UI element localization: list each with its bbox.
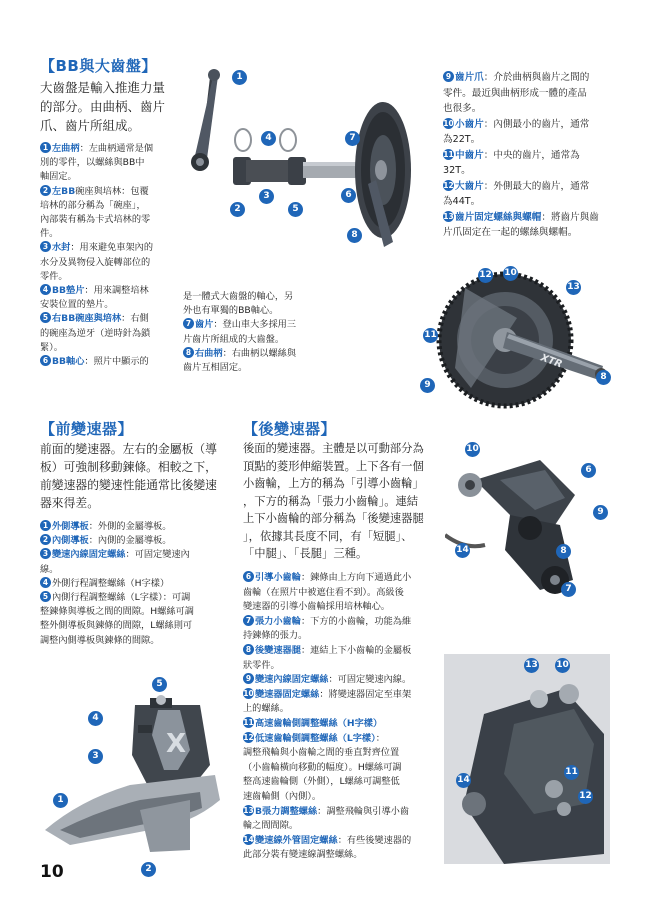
item-number: 3 bbox=[40, 548, 51, 559]
legend-item bbox=[243, 717, 428, 732]
item-term: 張力小齒輪 bbox=[255, 615, 301, 627]
item-text: 外側行程調整螺絲（H字樣） bbox=[52, 577, 170, 589]
item-text: 狀零件。 bbox=[243, 659, 280, 671]
item-term: 變速內線固定螺絲 bbox=[52, 549, 126, 561]
item-text: 整高速齒輪側（外側），L螺絲可調整低 bbox=[243, 776, 400, 788]
item-text: ： bbox=[375, 732, 385, 744]
item-text: 片爪固定在一起的螺絲與螺帽。 bbox=[443, 227, 578, 238]
item-number: 9 bbox=[443, 71, 454, 82]
legend-item bbox=[243, 615, 428, 644]
bb-badge-8: 8 bbox=[347, 228, 362, 243]
item-text: ：用來避免車架內的 bbox=[70, 242, 154, 254]
svg-text:X: X bbox=[166, 729, 187, 759]
item-term: 變速內線固定螺絲 bbox=[255, 674, 329, 686]
legend-item bbox=[243, 834, 428, 863]
crank-logo: XTR bbox=[538, 352, 564, 371]
lead-line: 頂點的菱形伸縮裝置。上下各有一個 bbox=[243, 459, 424, 473]
item-term: 高速齒輪側調整螺絲（H字樣） bbox=[255, 717, 383, 729]
lead-line: 」，依據其長度不同，有「短腿」、 bbox=[243, 529, 413, 543]
item-number: 5 bbox=[40, 591, 51, 602]
item-text: ：內側最小的齒片，通常 bbox=[483, 118, 590, 130]
item-text: ：下方的小齒輪，功能為維 bbox=[300, 615, 412, 627]
lead-line: 的部分。由曲柄、齒片 bbox=[40, 99, 166, 114]
item-text: ：鍊條由上方向下通過此小 bbox=[300, 572, 412, 583]
front-badge-1: 1 bbox=[53, 793, 68, 808]
item-number: 3 bbox=[40, 241, 51, 252]
item-term: 左曲柄 bbox=[52, 143, 80, 154]
item-term: 變速線外管固定螺絲 bbox=[255, 834, 338, 846]
item-number: 4 bbox=[40, 284, 51, 295]
lead-line: 大齒盤是輸入推進力量 bbox=[40, 80, 166, 95]
bb-badge-1: 1 bbox=[232, 70, 247, 85]
bb-items-right bbox=[443, 70, 618, 241]
item-text: ：可固定變速內線。 bbox=[328, 674, 412, 686]
item-text: 外也有單獨的BB軸心。 bbox=[183, 305, 279, 317]
item-term: 齒片爪 bbox=[455, 72, 484, 83]
item-text: 齒片互相固定。 bbox=[183, 362, 248, 374]
bb-badge-2: 2 bbox=[230, 202, 245, 217]
bb-spacer-right bbox=[280, 129, 296, 151]
item-text: ：可固定變速內 bbox=[125, 549, 190, 561]
item-text: 安裝位置的墊片。 bbox=[40, 299, 114, 311]
item-text: 變速器的引導小齒輪採用培林軸心。 bbox=[243, 601, 390, 613]
item-term: 齒片固定螺絲與螺帽 bbox=[455, 211, 542, 223]
item-text: 培林的部分稱為「碗座」， bbox=[40, 199, 146, 211]
bb-badge-6: 6 bbox=[341, 188, 356, 203]
item-term: 引導小齒輪 bbox=[255, 572, 301, 583]
item-text: ：用來調整培林 bbox=[84, 285, 149, 297]
legend-item bbox=[183, 290, 308, 318]
item-text: 此部分裝有變速線調整螺絲。 bbox=[243, 849, 363, 861]
item-term: 右曲柄 bbox=[195, 347, 223, 359]
bb-items bbox=[40, 142, 170, 369]
item-text: 輪之間間隙。 bbox=[243, 820, 299, 832]
legend-item bbox=[443, 70, 618, 117]
item-term: 低速齒輪側調整螺絲（L字樣） bbox=[255, 732, 376, 744]
item-number: 7 bbox=[243, 615, 254, 626]
item-term: 大齒片 bbox=[455, 180, 484, 192]
item-text: 零件。 bbox=[40, 270, 68, 282]
rear-badge-10: 10 bbox=[465, 442, 480, 457]
item-number: 10 bbox=[443, 118, 454, 128]
item-text: 水分及異物侵入旋轉部位的 bbox=[40, 256, 151, 268]
item-number: 5 bbox=[40, 312, 51, 323]
item-text: 持鍊條的張力。 bbox=[243, 630, 308, 642]
legend-item bbox=[40, 548, 240, 576]
front-derailleur-photo bbox=[40, 680, 240, 870]
bb-badge-7: 7 bbox=[345, 131, 360, 146]
legend-item bbox=[243, 805, 428, 834]
bb-lead bbox=[40, 78, 180, 135]
item-text: ：右側 bbox=[121, 313, 149, 325]
item-term: 齒片 bbox=[195, 319, 214, 331]
item-number: 6 bbox=[40, 355, 51, 366]
lead-line: 前面的變速器。左右的金屬板（導 bbox=[40, 442, 217, 456]
item-number: 1 bbox=[40, 520, 51, 531]
item-text: ：左曲柄通常是個 bbox=[79, 143, 154, 154]
item-number: 12 bbox=[243, 732, 254, 742]
item-text: 內側行程調整螺絲（L字樣）：可調 bbox=[52, 592, 191, 604]
legend-item bbox=[40, 185, 170, 242]
item-number: 9 bbox=[243, 673, 254, 684]
legend-item bbox=[40, 142, 170, 185]
left-crank-arm bbox=[194, 72, 218, 167]
item-text: ：連結上下小齒輪的金屬板 bbox=[300, 644, 412, 656]
item-number: 14 bbox=[243, 834, 254, 844]
item-number: 11 bbox=[243, 717, 254, 727]
bb-items-col2 bbox=[183, 290, 308, 375]
legend-item bbox=[243, 688, 428, 717]
closeup-badge-14: 14 bbox=[456, 773, 471, 788]
item-text: 調整內側導板與鍊條的間隙。 bbox=[40, 634, 160, 646]
item-text: 別的零件，以螺絲與BB中 bbox=[40, 157, 145, 169]
item-term: 左BB bbox=[52, 185, 76, 197]
item-term: 內側導板 bbox=[52, 535, 89, 547]
item-term: 後變速器腿 bbox=[255, 644, 301, 656]
item-number: 2 bbox=[40, 534, 51, 545]
legend-item bbox=[40, 591, 240, 648]
lead-line: 後面的變速器。主體是以可動部分為 bbox=[243, 442, 424, 455]
closeup-badge-12: 12 bbox=[578, 789, 593, 804]
item-term: B張力調整螺絲 bbox=[255, 805, 318, 817]
item-text: 是一體式大齒盤的軸心，另 bbox=[183, 291, 294, 302]
rear-badge-8: 8 bbox=[556, 544, 571, 559]
item-text: 片齒片所組成的大齒盤。 bbox=[183, 333, 285, 345]
closeup-badge-10: 10 bbox=[555, 658, 570, 673]
legend-item bbox=[40, 284, 170, 312]
legend-item bbox=[443, 148, 618, 179]
front-items bbox=[40, 520, 240, 648]
item-text: 也很多。 bbox=[443, 103, 482, 114]
b-tension-screw bbox=[530, 690, 548, 708]
item-term: 小齒片 bbox=[455, 118, 484, 130]
front-badge-2: 2 bbox=[141, 862, 156, 877]
item-number: 10 bbox=[243, 688, 254, 698]
legend-item bbox=[243, 571, 428, 615]
front-badge-5: 5 bbox=[152, 677, 167, 692]
item-number: 13 bbox=[243, 805, 254, 815]
item-text: 為22T。 bbox=[443, 134, 481, 145]
front-heading: 【前變速器】 bbox=[40, 420, 134, 438]
bb-badge-5: 5 bbox=[288, 202, 303, 217]
front-lead bbox=[40, 440, 235, 512]
item-number: 7 bbox=[183, 318, 194, 329]
lead-line: 板）可強制移動鍊條。相較之下， bbox=[40, 460, 217, 474]
item-text: ：介於曲柄與齒片之間的 bbox=[483, 72, 590, 83]
legend-item bbox=[243, 732, 428, 805]
item-text: （小齒輪橫向移動的幅度）。H螺絲可調 bbox=[243, 761, 402, 773]
rear-lead bbox=[243, 440, 438, 563]
item-text: ：內側的金屬導板。 bbox=[88, 535, 172, 547]
item-number: 12 bbox=[443, 180, 454, 190]
item-text: 32T。 bbox=[443, 165, 471, 176]
rear-derailleur-closeup-photo bbox=[444, 654, 610, 864]
lead-line: 小齒輪，上方的稱為「引導小齒輪」 bbox=[243, 477, 424, 490]
item-text: ：右曲柄以螺絲與 bbox=[222, 347, 297, 359]
crankset-photo bbox=[425, 268, 625, 428]
bb-heading: 【BB與大齒盤】 bbox=[40, 57, 157, 75]
lead-line: 前變速器的變速性能通常比後變速 bbox=[40, 478, 217, 492]
item-term: BB軸心 bbox=[52, 356, 85, 368]
item-number: 13 bbox=[443, 211, 454, 221]
item-text: ：調整飛輪與引導小齒 bbox=[317, 805, 410, 817]
front-badge-3: 3 bbox=[88, 749, 103, 764]
item-text: 軸固定。 bbox=[40, 171, 77, 183]
item-text: ：登山車大多採用三 bbox=[213, 319, 297, 331]
crank-badge-11: 11 bbox=[423, 328, 438, 343]
item-text: 的碗座為逆牙（逆時針為鎖 bbox=[40, 327, 151, 339]
bb-badge-4: 4 bbox=[261, 131, 276, 146]
rear-badge-9: 9 bbox=[593, 505, 608, 520]
legend-item bbox=[243, 673, 428, 688]
item-text: ：中央的齒片，通常為 bbox=[483, 149, 580, 161]
mounting-bolt bbox=[559, 684, 579, 704]
item-text: ：將變速器固定至車架 bbox=[319, 688, 412, 700]
crank-badge-8: 8 bbox=[596, 370, 611, 385]
rear-badge-7: 7 bbox=[561, 582, 576, 597]
item-text: 件。 bbox=[40, 228, 59, 240]
bb-spacer-left bbox=[235, 129, 251, 151]
legend-item bbox=[443, 117, 618, 148]
lead-line: 器來得差。 bbox=[40, 496, 99, 510]
legend-item bbox=[183, 318, 308, 346]
legend-item bbox=[443, 210, 618, 241]
item-text: 碗座與培林：包覆 bbox=[75, 185, 149, 197]
item-text: 線。 bbox=[40, 563, 59, 575]
item-term: BB墊片 bbox=[52, 285, 85, 297]
lead-line: 爪、齒片所組成。 bbox=[40, 118, 141, 133]
legend-item bbox=[40, 355, 170, 369]
page-number: 10 bbox=[40, 862, 64, 882]
item-text: 為44T。 bbox=[443, 196, 481, 207]
item-text: 整鍊條與導板之間的間隙。H螺絲可調 bbox=[40, 606, 194, 618]
crank-badge-12: 12 bbox=[478, 268, 493, 283]
item-term: 右BB碗座與培林 bbox=[52, 313, 122, 325]
item-number: 6 bbox=[243, 571, 254, 582]
item-number: 11 bbox=[443, 149, 454, 159]
item-text: 速齒輪側（內側）。 bbox=[243, 790, 322, 802]
legend-item bbox=[40, 520, 240, 534]
item-text: 零件。最近與曲柄形成一體的產品 bbox=[443, 87, 587, 99]
item-text: 齒輪（在照片中被遮住看不到）。高級後 bbox=[243, 586, 404, 598]
closeup-badge-11: 11 bbox=[564, 765, 579, 780]
lead-line: 「中腿」、「長腿」三種。 bbox=[243, 547, 368, 560]
lead-line: ，下方的稱為「張力小齒輪」。連結 bbox=[243, 494, 419, 508]
item-text: 整外側導板與鍊條的間隙，L螺絲則可 bbox=[40, 620, 193, 632]
item-number: 8 bbox=[243, 644, 254, 655]
item-text: 內部裝有稱為卡式培林的零 bbox=[40, 214, 151, 226]
bb-parts-photo bbox=[188, 62, 438, 262]
item-text: ：外側最大的齒片，通常 bbox=[483, 180, 590, 192]
bb-badge-3: 3 bbox=[259, 189, 274, 204]
item-number: 4 bbox=[40, 577, 51, 588]
legend-item bbox=[40, 577, 240, 591]
legend-item bbox=[40, 241, 170, 284]
item-term: 變速器固定螺絲 bbox=[255, 688, 320, 700]
item-number: 2 bbox=[40, 185, 51, 196]
guide-pulley bbox=[518, 516, 542, 540]
item-term: 水封 bbox=[52, 242, 71, 254]
item-text: 緊）。 bbox=[40, 341, 63, 353]
item-term: 中齒片 bbox=[455, 149, 484, 161]
crank-badge-9: 9 bbox=[420, 378, 435, 393]
item-text: 上的螺絲。 bbox=[243, 703, 289, 715]
item-text: ：外側的金屬導板。 bbox=[88, 521, 172, 532]
legend-item bbox=[40, 534, 240, 548]
rear-items bbox=[243, 571, 428, 863]
rear-heading: 【後變速器】 bbox=[243, 420, 337, 438]
item-term: 外側導板 bbox=[52, 521, 89, 532]
item-number: 8 bbox=[183, 347, 194, 358]
crank-badge-10: 10 bbox=[503, 266, 518, 281]
item-number: 1 bbox=[40, 142, 51, 153]
item-text: 調整飛輪與小齒輪之間的垂直對齊位置 bbox=[243, 747, 400, 759]
legend-item bbox=[243, 644, 428, 673]
legend-item bbox=[183, 347, 308, 375]
rear-badge-14: 14 bbox=[455, 543, 470, 558]
item-text: ：將齒片與齒 bbox=[541, 211, 599, 223]
legend-item bbox=[40, 312, 170, 355]
lead-line: 上下小齒輪的部分稱為「後變速器腿 bbox=[243, 512, 424, 525]
rear-badge-6: 6 bbox=[581, 463, 596, 478]
crank-badge-13: 13 bbox=[566, 280, 581, 295]
item-text: ：照片中顯示的 bbox=[84, 356, 149, 368]
legend-item bbox=[443, 179, 618, 210]
closeup-badge-13: 13 bbox=[524, 658, 539, 673]
item-text: ：有些後變速器的 bbox=[337, 834, 412, 846]
front-badge-4: 4 bbox=[88, 711, 103, 726]
cable-housing-stop bbox=[462, 792, 486, 816]
